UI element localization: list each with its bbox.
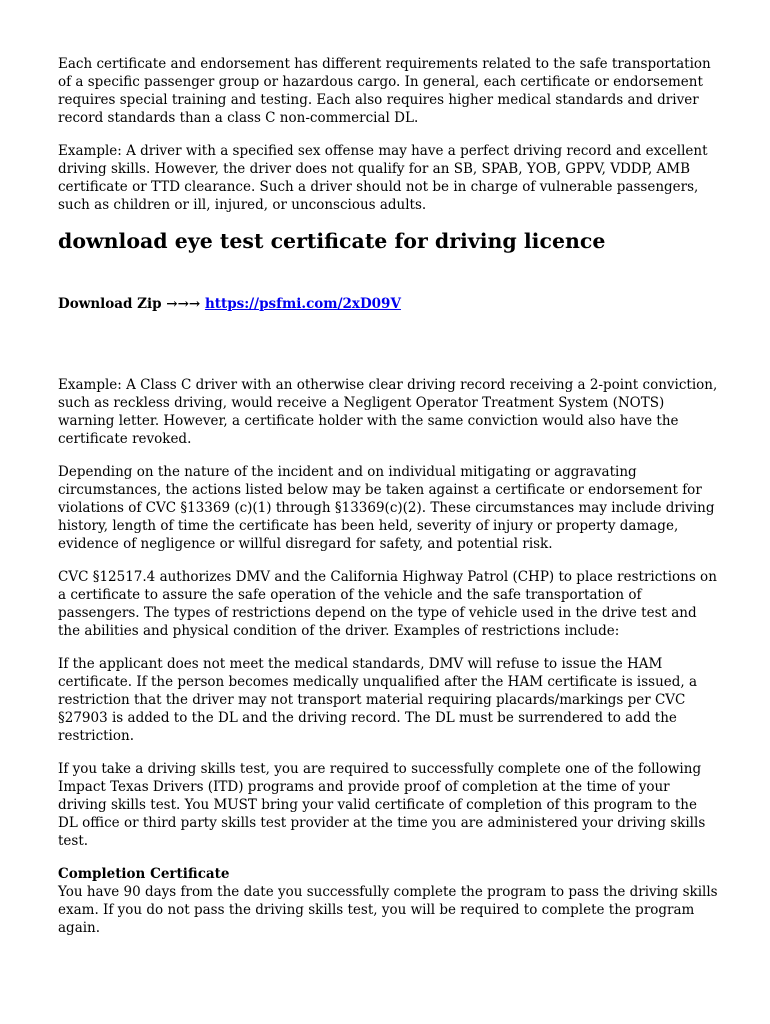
- download-line: [58, 295, 718, 313]
- paragraph-restrictions: CVC §12517.4 authorizes DMV and the California Highway Patrol (CHP) to place restrictions on a certificate to assure the safe operation of the vehicle and the safe transportation of passengers. The types of restrictions depend on the type of vehicle used in the drive test and the abilities and physical condition of the driver. Examples of restrictions include:: [58, 569, 717, 639]
- paragraph-driving-skills-test: If you take a driving skills test, you are required to successfully complete one of the following Impact Texas Drivers (ITD) programs and provide proof of completion at the time of your driving skills test. You MUST bring your valid certificate of completion of this program to the DL office or third party skills test provider at the time you are administered your driving skills test.: [58, 761, 706, 849]
- paragraph-class-c-example: Example: A Class C driver with an otherwise clear driving record receiving a 2-point conviction, such as reckless driving, would receive a Negligent Operator Treatment System (NOTS) warning letter. However, a certificate holder with the same conviction would also have the certificate revoked.: [58, 377, 718, 447]
- completion-certificate-heading: Completion Certificate: [58, 866, 230, 882]
- paragraph-requirements: Each certificate and endorsement has different requirements related to the safe transportation of a specific passenger group or hazardous cargo. In general, each certificate or endorsement requires special training and testing. Each also requires higher medical standards and driver record standards than a class C non-commercial DL.: [58, 56, 711, 126]
- download-label: Download Zip: [58, 296, 162, 312]
- paragraph-circumstances: Depending on the nature of the incident and on individual mitigating or aggravating circumstances, the actions listed below may be taken against a certificate or endorsement for violations of CVC §13369 (c)(1) through §13369(c)(2). These circumstances may include driving history, length of time the certificate has been held, severity of injury or property damage, evidence of negligence or willful disregard for safety, and potential risk.: [58, 464, 715, 552]
- arrow-icons: →→→: [166, 296, 201, 312]
- download-link[interactable]: https://psfmi.com/2xD09V: [204, 296, 401, 312]
- paragraph-medical-standards: If the applicant does not meet the medical standards, DMV will refuse to issue the HAM certificate. If the person becomes medically unqualified after the HAM certificate is issued, a restriction that the driver may not transport material requiring placards/markings per CVC §27903 is added to the DL and the driving record. The DL must be surrendered to add the restriction.: [58, 656, 698, 744]
- document-page: [58, 55, 718, 937]
- paragraph-sex-offense-example: Example: A driver with a specified sex offense may have a perfect driving record and excellent driving skills. However, the driver does not qualify for an SB, SPAB, YOB, GPPV, VDDP, AMB certificate or TTD clearance. Such a driver should not be in charge of vulnerable passengers, such as children or ill, injured, or unconscious adults.: [58, 143, 708, 213]
- page-heading: download eye test certificate for driving licence: [58, 229, 606, 253]
- paragraph-completion-certificate: You have 90 days from the date you successfully complete the program to pass the driving skills exam. If you do not pass the driving skills test, you will be required to complete the program again.: [58, 884, 718, 936]
